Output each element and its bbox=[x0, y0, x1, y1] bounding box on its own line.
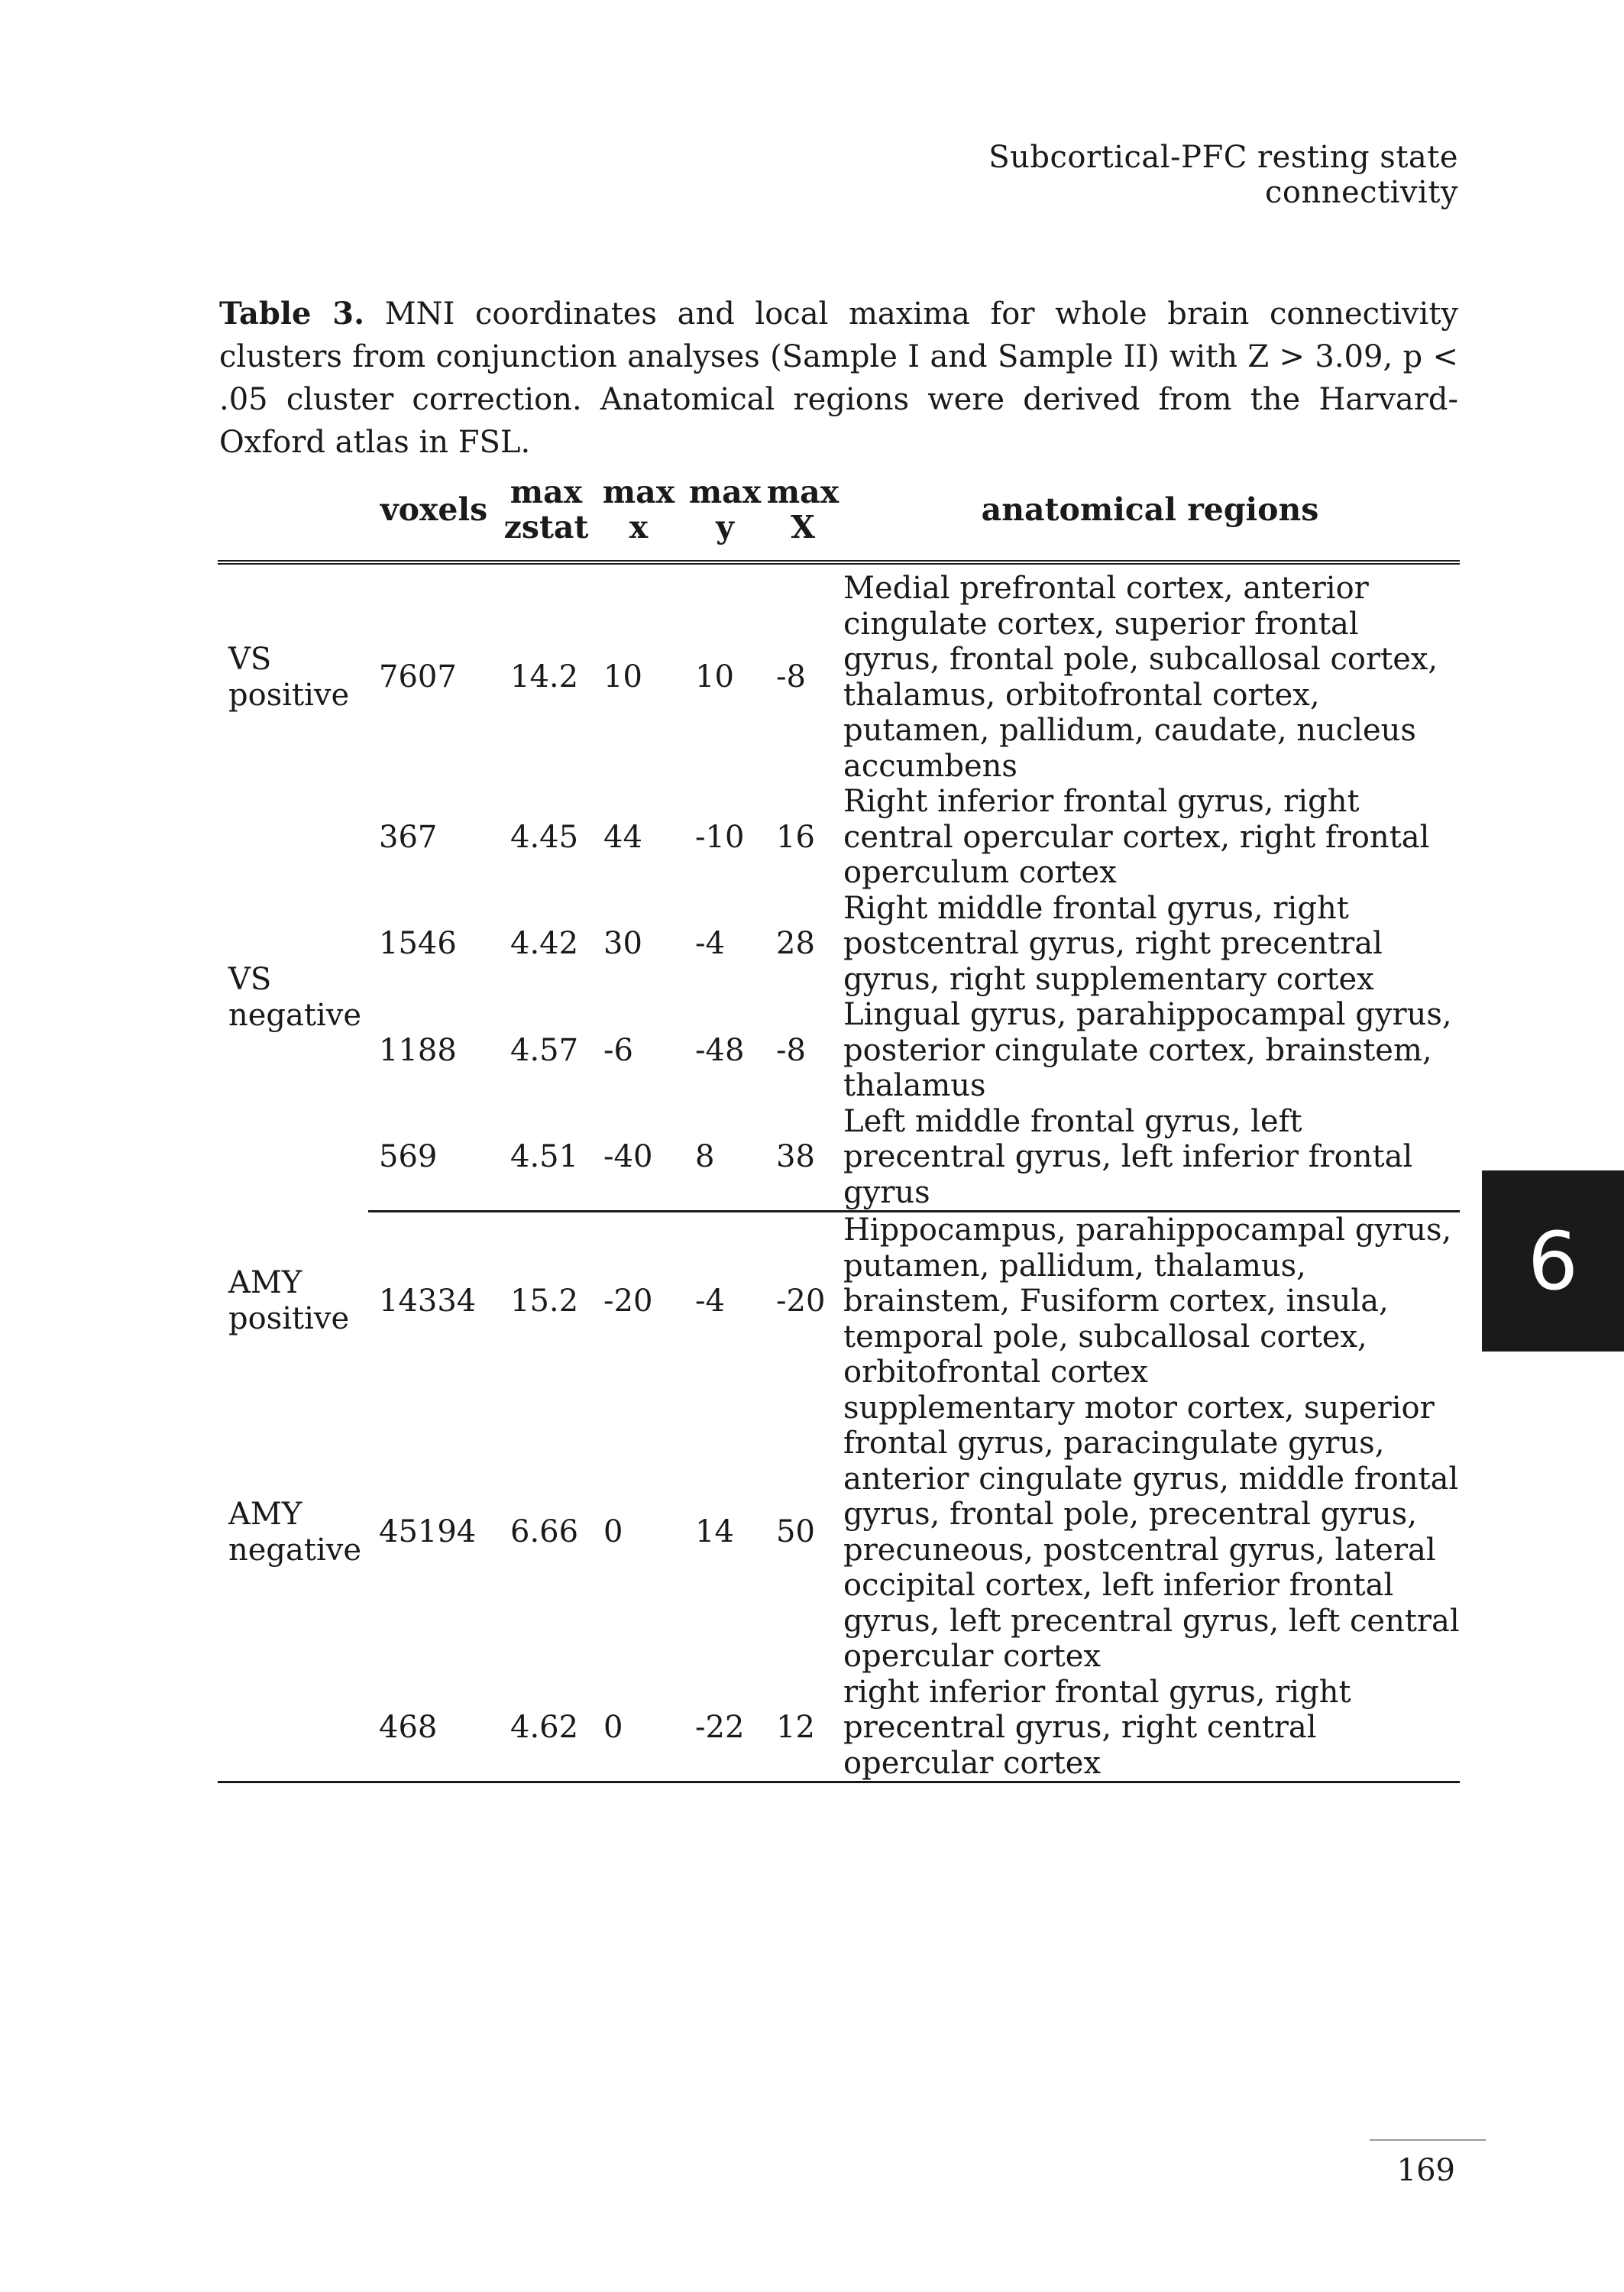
cell-x: 0 bbox=[593, 1675, 684, 1782]
header-max-zstat-line1: max bbox=[510, 473, 583, 510]
cell-regions: Hippocampus, parahippocampal gyrus, putamen, pallidum, thalamus, brainstem, Fusiform cortex, insula, temporal pole, subcallosal cortex, orbitofrontal cortex bbox=[843, 1212, 1452, 1390]
running-head: Subcortical-PFC resting state connectivity bbox=[988, 140, 1458, 210]
page-number: 169 bbox=[1396, 2153, 1455, 2188]
header-anatomical-regions: anatomical regions bbox=[840, 458, 1460, 562]
cell-z: -20 bbox=[776, 1284, 826, 1319]
cell-z: 12 bbox=[765, 1675, 840, 1782]
cell-voxels: 45194 bbox=[379, 1514, 477, 1550]
cell-zstat: 4.57 bbox=[510, 1032, 579, 1068]
header-max-x bbox=[593, 458, 684, 562]
table-row bbox=[218, 891, 1460, 998]
header-max-y-line1: max bbox=[688, 473, 762, 510]
cell-zstat: 6.66 bbox=[510, 1514, 579, 1550]
table-label: Table 3. bbox=[219, 296, 365, 332]
table-row bbox=[218, 1104, 1460, 1212]
cell-zstat: 14.2 bbox=[510, 659, 579, 695]
group-label-line2: positive bbox=[228, 677, 350, 713]
group-label-line1: VS bbox=[228, 642, 272, 677]
cell-z: 16 bbox=[776, 819, 815, 855]
cell-y: 10 bbox=[695, 659, 734, 695]
cell-x: 30 bbox=[603, 926, 642, 961]
group-label bbox=[218, 1212, 368, 1390]
cell-z: 38 bbox=[765, 1104, 840, 1212]
cell-z: -8 bbox=[776, 659, 806, 695]
header-max-zstat bbox=[500, 458, 593, 562]
header-max-y bbox=[684, 458, 765, 562]
cell-y: -4 bbox=[695, 926, 725, 961]
cell-regions: Medial prefrontal cortex, anterior cingulate cortex, superior frontal gyrus, frontal pole, subcallosal cortex, thalamus, orbitofrontal cortex, putamen, pallidum, caudate, nucleus accumbens bbox=[843, 571, 1438, 784]
cell-y: -22 bbox=[684, 1675, 765, 1782]
cell-voxels: 468 bbox=[368, 1675, 500, 1782]
cell-z: -8 bbox=[776, 1032, 806, 1068]
cell-voxels: 7607 bbox=[379, 659, 457, 695]
cell-voxels: 569 bbox=[368, 1104, 500, 1212]
cell-regions: right inferior frontal gyrus, right precentral gyrus, right central opercular cortex bbox=[840, 1675, 1460, 1782]
cell-regions: supplementary motor cortex, superior frontal gyrus, paracingulate gyrus, anterior cingulate gyrus, middle frontal gyrus, frontal pole, precentral gyrus, precuneous, postcentral gyrus, lateral occipital cortex, left inferior frontal gyrus, left precentral gyrus, left central opercular cortex bbox=[843, 1390, 1460, 1674]
cell-y: 8 bbox=[684, 1104, 765, 1212]
table-row bbox=[218, 997, 1460, 1104]
group-label bbox=[218, 784, 368, 1212]
table-row bbox=[218, 562, 1460, 784]
cell-x: -6 bbox=[603, 1032, 633, 1068]
group-label-line2: negative bbox=[228, 1532, 362, 1568]
group-label bbox=[218, 1390, 368, 1675]
cell-z: 50 bbox=[776, 1514, 815, 1550]
cell-voxels: 367 bbox=[379, 819, 438, 855]
cell-y: -10 bbox=[695, 819, 745, 855]
cell-y: -4 bbox=[695, 1284, 725, 1319]
header-group bbox=[218, 458, 368, 562]
cell-regions: Left middle frontal gyrus, left precentral gyrus, left inferior frontal gyrus bbox=[840, 1104, 1460, 1212]
group-label-line1: VS bbox=[228, 962, 272, 998]
table-caption bbox=[219, 293, 1458, 464]
cell-zstat: 4.62 bbox=[500, 1675, 593, 1782]
cell-y: -48 bbox=[695, 1032, 745, 1068]
table-header-row bbox=[218, 458, 1460, 562]
cell-x: -40 bbox=[593, 1104, 684, 1212]
cell-x: 0 bbox=[603, 1514, 623, 1550]
table-row bbox=[218, 1212, 1460, 1390]
header-max-z-line2: X bbox=[791, 508, 815, 545]
header-max-x-line2: x bbox=[629, 508, 649, 545]
page-number-rule bbox=[1370, 2139, 1486, 2141]
cell-regions: Lingual gyrus, parahippocampal gyrus, posterior cingulate cortex, brainstem, thalamus bbox=[843, 997, 1452, 1103]
header-max-z-line1: max bbox=[766, 473, 839, 510]
header-voxels: voxels bbox=[368, 458, 500, 562]
group-label-line1: AMY bbox=[228, 1497, 302, 1532]
header-max-x-line1: max bbox=[602, 473, 675, 510]
group-label-empty bbox=[218, 1675, 368, 1782]
group-label-line2: positive bbox=[228, 1300, 350, 1336]
cell-x: -20 bbox=[603, 1284, 653, 1319]
group-label bbox=[218, 562, 368, 784]
cell-zstat: 4.51 bbox=[500, 1104, 593, 1212]
cell-zstat: 15.2 bbox=[510, 1284, 579, 1319]
cell-zstat: 4.42 bbox=[510, 926, 579, 961]
cell-voxels: 1546 bbox=[379, 926, 457, 961]
header-max-z bbox=[765, 458, 840, 562]
cell-x: 10 bbox=[603, 659, 642, 695]
cell-y: 14 bbox=[695, 1514, 734, 1550]
cell-regions: Right middle frontal gyrus, right postcentral gyrus, right precentral gyrus, right supplementary cortex bbox=[843, 890, 1383, 997]
cell-z: 28 bbox=[776, 926, 815, 961]
table-row bbox=[218, 1390, 1460, 1675]
group-label-line1: AMY bbox=[228, 1265, 302, 1300]
cell-voxels: 14334 bbox=[379, 1284, 477, 1319]
header-max-y-line2: y bbox=[716, 508, 734, 545]
cell-voxels: 1188 bbox=[379, 1032, 457, 1068]
cell-regions: Right inferior frontal gyrus, right central opercular cortex, right frontal operculum cortex bbox=[843, 784, 1430, 890]
group-label-line2: negative bbox=[228, 997, 362, 1033]
header-max-zstat-line2: zstat bbox=[503, 508, 589, 545]
cell-zstat: 4.45 bbox=[510, 819, 579, 855]
results-table bbox=[218, 458, 1460, 1783]
table-row bbox=[218, 784, 1460, 891]
table-row bbox=[218, 1675, 1460, 1782]
cell-x: 44 bbox=[603, 819, 642, 855]
caption-text: MNI coordinates and local maxima for whole brain connectivity clusters from conjunction analyses (Sample I and Sample II) with Z > 3.09, p < .05 cluster correction. Anatomical regions were derived from the Harvard-Oxford atlas in FSL. bbox=[219, 296, 1458, 460]
chapter-tab: 6 bbox=[1482, 1170, 1624, 1352]
